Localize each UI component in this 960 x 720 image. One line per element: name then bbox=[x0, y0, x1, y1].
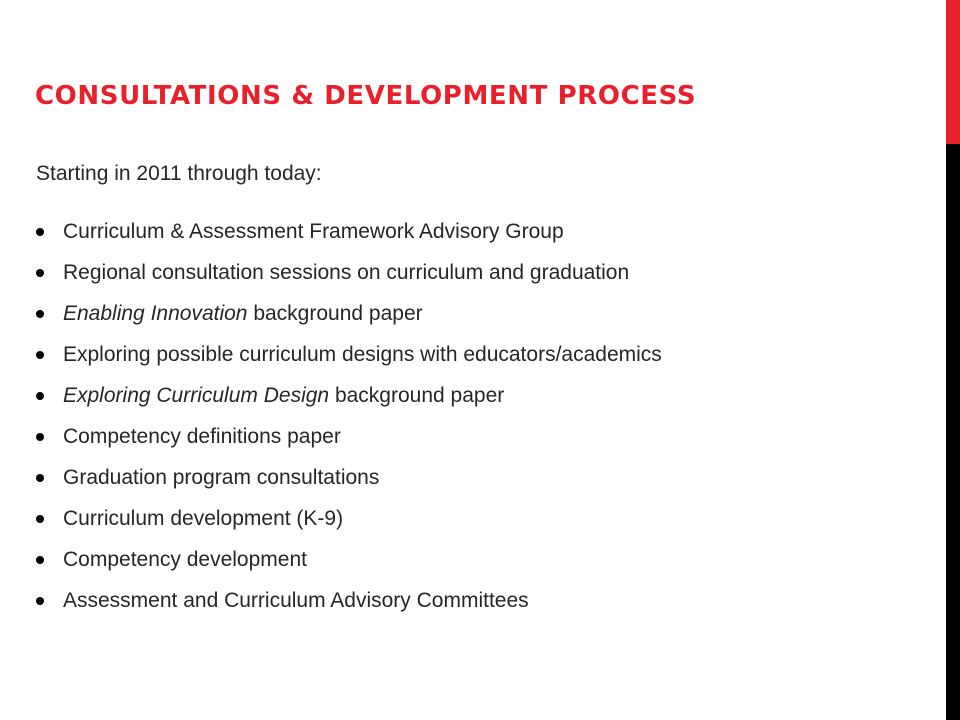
bullet-text bbox=[63, 258, 629, 288]
bullet-plain-text: Competency development bbox=[63, 548, 307, 571]
intro-text: Starting in 2011 through today: bbox=[36, 162, 322, 185]
bullet-plain-text: Competency definitions paper bbox=[63, 425, 341, 448]
bullet-icon bbox=[36, 597, 44, 605]
bullet-text bbox=[63, 299, 423, 329]
bullet-text bbox=[63, 504, 343, 534]
bullet-icon bbox=[36, 228, 44, 236]
bullet-italic-text: Enabling Innovation bbox=[63, 302, 248, 325]
bullet-plain-text: Curriculum development (K-9) bbox=[63, 507, 344, 530]
bullet-plain-text: Exploring possible curriculum designs with educators/academics bbox=[63, 343, 662, 366]
slide-title: CONSULTATIONS & DEVELOPMENT PROCESS bbox=[35, 81, 697, 111]
bullet-italic-text: Exploring Curriculum Design bbox=[63, 384, 330, 407]
bullet-plain-text: Curriculum & Assessment Framework Advisory Group bbox=[63, 220, 564, 243]
bullet-text bbox=[63, 340, 662, 370]
bullet-plain-text: Graduation program consultations bbox=[63, 466, 380, 489]
bullet-text bbox=[63, 545, 307, 575]
bullet-text bbox=[63, 381, 504, 411]
bullet-icon bbox=[36, 310, 44, 318]
right-side-bar bbox=[946, 0, 960, 720]
bullet-plain-text: Assessment and Curriculum Advisory Committees bbox=[63, 589, 529, 612]
bullet-plain-text: background paper bbox=[247, 302, 423, 325]
bullet-icon bbox=[36, 351, 44, 359]
bullet-text bbox=[63, 217, 564, 247]
bullet-icon bbox=[36, 515, 44, 523]
bullet-icon bbox=[36, 474, 44, 482]
bullet-icon bbox=[36, 433, 44, 441]
bullet-icon bbox=[36, 392, 44, 400]
bullet-text bbox=[63, 422, 341, 452]
bullet-text bbox=[63, 586, 529, 616]
bullet-plain-text: background paper bbox=[329, 384, 505, 407]
bullet-text bbox=[63, 463, 379, 493]
side-bar-accent bbox=[946, 0, 960, 144]
bullet-icon bbox=[36, 556, 44, 564]
bullet-icon bbox=[36, 269, 44, 277]
bullet-plain-text: Regional consultation sessions on curriculum and graduation bbox=[63, 261, 630, 284]
